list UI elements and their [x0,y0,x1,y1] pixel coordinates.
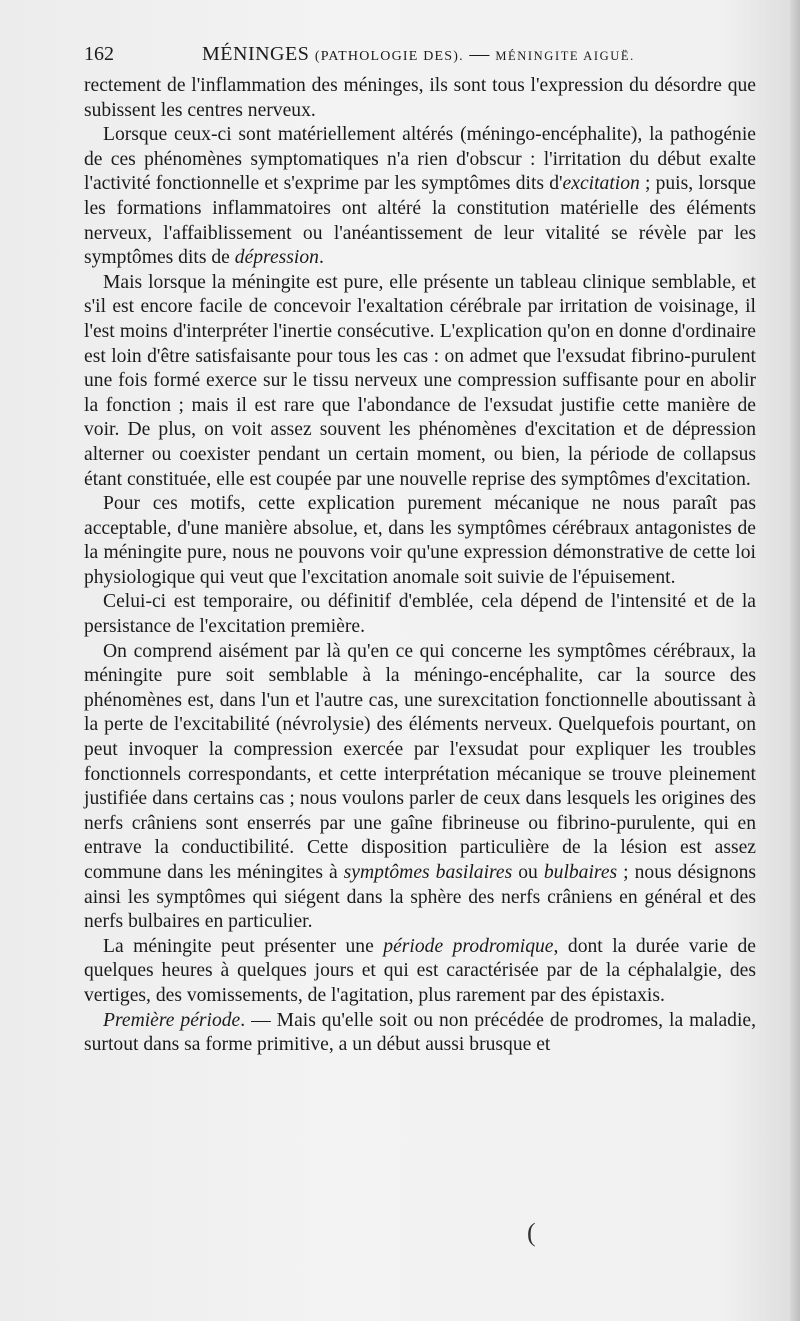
paragraph-epuisement [84,590,756,639]
italic-heading-premiere-periode: Première période [103,1009,241,1031]
text-segment: Pour ces motifs, cette explication purement mécanique ne nous paraît pas acceptable, d'une manière absolue, et, dans les symptômes cérébraux antagonistes de la méningite pure, nous ne pouvons voir qu'une expression démonstrative de cette loi physiologique qui veut que l'excitation anomale soit suivie de l'épuisement. [84,493,756,588]
text-segment: . — Mais qu'elle soit ou non précédée de prodromes, la maladie, surtout dans sa forme primitive, a un début aussi brusque et [84,1009,757,1056]
running-title-dash: — [469,43,490,65]
text-segment: Celui-ci est temporaire, ou définitif d'emblée, cela dépend de l'intensité et de la persistance de l'excitation première. [84,591,756,638]
paragraph-meningite-pure [84,271,756,492]
body-text [84,74,756,1058]
italic-term-excitation: excitation [562,173,640,195]
italic-term-bulbaires: bulbaires [543,862,618,883]
paragraph-explication-mecanique [84,492,756,590]
paragraph-excitation-depression [84,123,756,271]
text-segment: . [318,247,324,269]
stray-ink-mark: ( [527,1218,536,1247]
italic-term-depression: dépression [234,247,319,269]
paragraph-continuation [84,74,756,123]
paragraph-periode-prodromique [84,935,756,1009]
text-segment: ou [512,862,544,883]
italic-term-periode-prodromique: période prodromique [383,935,554,957]
text-segment: Mais lorsque la méningite est pure, elle présente un tableau clinique semblable, et s'il est encore facile de concevoir l'exaltation cérébrale par irritation de voisinage, il l'est moins d'interpréter l'inertie consécutive. L'explication qu'on en donne d'ordinaire est loin d'être satisfaisante pour tous les cas : on admet que l'exsudat fibrino-purulent une fois formé exerce sur le tissu nerveux une compression suffisante pour en abolir la fonction ; mais il est rare que l'abondance de l'exsudat justifie cette manière de voir. De plus, on voit assez souvent les phénomènes d'excitation et de dépression alterner ou coexister pendant un certain moment, ou bien, la période de collapsus étant constituée, elle est coupée par une nouvelle reprise des symptômes d'excitation. [84,271,756,490]
text-segment: On comprend aisément par là qu'en ce qui concerne les symptômes cérébraux, la méningite pure soit semblable à la méningo-encéphalite, car la source des phénomènes est, dans l'un et l'autre cas, une surexcitation fonctionnelle aboutissant à la perte de l'excitabilité (névrolysie) des éléments nerveux. Quelquefois pourtant, on peut invoquer la compression exercée par l'exsudat pour expliquer les troubles fonctionnels correspondants, et cette interprétation mécanique se trouve pleinement justifiée dans certains cas ; nous voulons parler de ceux dans lesquels les origines des nerfs crâniens sont enserrés par une gaîne fibrineuse ou fibrino-purulente, qui en entrave la conductibilité. Cette disposition particulière de la lésion est assez commune dans les méningites à [84,640,756,883]
running-header [84,40,756,68]
page-number: 162 [84,43,114,65]
text-segment: ; puis, lorsque les formations inflammatoires ont altéré la constitution matérielle des éléments nerveux, l'affaiblissement ou l'anéantissement de leur vitalité se révèle par les symptômes dits de [84,173,757,269]
text-segment: La méningite peut présenter une [103,935,384,957]
running-title [202,40,635,71]
italic-term-symptomes-basilaires: symptômes basilaires [343,862,513,883]
paragraph-symptomes-cerebraux [84,640,756,935]
running-title-paren: (PATHOLOGIE DES). [314,49,464,64]
text-segment: , dont la durée varie de quelques heures à quelques jours et qui est caractérisée par de la céphalalgie, des vertiges, des vomissements, de l'agitation, plus rarement par des épistaxis. [84,935,756,1006]
paragraph-premiere-periode [84,1009,756,1058]
text-segment: rectement de l'inflammation des méninges, ils sont tous l'expression du désordre que subissent les centres nerveux. [84,75,756,121]
page-edge-shadow [790,0,800,1321]
running-title-main: MÉNINGES [202,43,310,65]
running-title-section: MÉNINGITE AIGUË. [495,49,635,63]
text-segment: ; nous désignons ainsi les symptômes qui siégent dans la sphère des nerfs crâniens en général et des nerfs bulbaires en particulier. [84,862,756,933]
text-segment: Lorsque ceux-ci sont matériellement altérés (méningo-encéphalite), la pathogénie de ces phénomènes symptomatiques n'a rien d'obscur : l'irritation du début exalte l'activité fonctionnelle et s'exprime par les symptômes dits d' [84,124,756,195]
